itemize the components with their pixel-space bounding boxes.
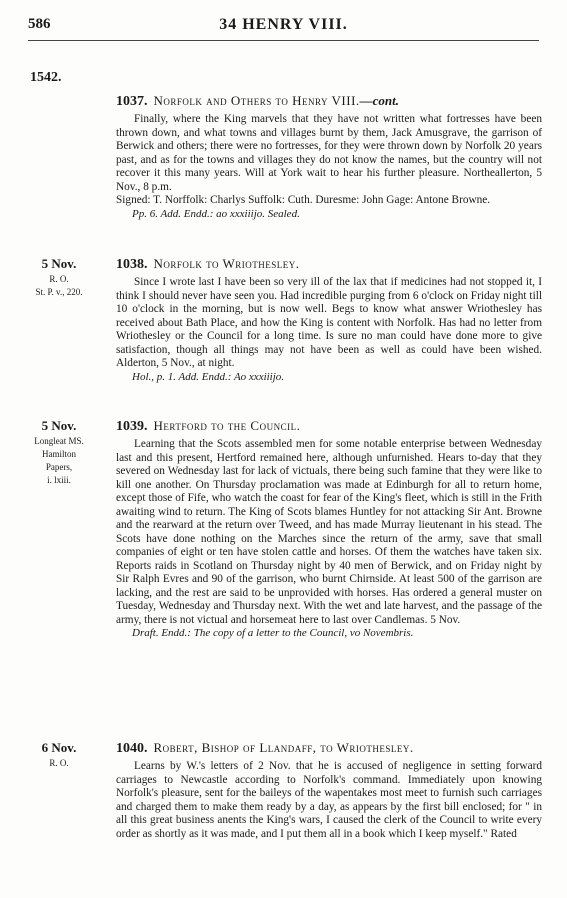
running-title: 34 HENRY VIII. [219, 16, 348, 33]
margin-1039 [14, 418, 104, 486]
entry-paragraph: Learning that the Scots assembled men for some notable enterprise between Wednesday last and this present, Hertford remained here, although unfurnished. Hears to-day that they severed on Wednesday last for lack of victuals, there being such famine that they were like to kill one another. On Thursday proclamation was made at Edinburgh for all to return home, except those of Fife, who watch the coast for fear of the King's fleet, which is still in the Frith awaiting wind to return. The King of Scots blames Huntley for not attacking Sir Ant. Browne and the rearward at the return over Tweed, and has made Murray lieutenant in his stead. The Scots have done nothing on the Marches since the return of the army, save that small companies of eight or ten have stolen cattle and horses. Of them the watches have taken six. Reports raids in Scotland on Thursday night by 40 men of Berwick, and on Friday night by Sir Ralph Evres and 90 of the garrison, who burnt Chirnside. At least 500 of the garrison are lacking, and the rest are said to be unprovided with horses. Has ordered a general muster on Tuesday, Wednesday and Thursday next. With the wet and late harvest, and the passage of the army, there is not victual and horsemeat here to last over Candlemas. 5 Nov. [116, 438, 542, 626]
entry-ref: Longleat MS. [34, 436, 84, 446]
entry-1039 [116, 418, 542, 641]
entry-heading [116, 740, 542, 757]
entry-date: 5 Nov. [41, 418, 77, 433]
entry-title: Robert, Bishop of Llandaff, to Wriothesley. [153, 740, 414, 755]
entry-ref: R. O. [49, 274, 69, 284]
entry-note: Pp. 6. Add. Endd.: ao xxxiiijo. Sealed. [132, 207, 300, 220]
entry-continued: —cont. [359, 93, 400, 108]
entry-ref: St. P. v., 220. [35, 287, 83, 297]
entry-number: 1038. [116, 257, 148, 272]
header-rule [28, 40, 539, 41]
entry-number: 1040. [116, 741, 148, 756]
entry-heading [116, 418, 542, 435]
entry-signatures: Signed: T. Norffolk: Charlys Suffolk: Cuth. Duresme: John Gage: Antone Browne. [116, 194, 491, 206]
margin-1038 [14, 256, 104, 298]
entry-title: Norfolk and Others to Henry VIII. [153, 93, 360, 108]
entry-number: 1039. [116, 419, 148, 434]
entry-heading [116, 93, 542, 110]
entry-1037 [116, 93, 542, 221]
entry-note: Hol., p. 1. Add. Endd.: Ao xxxiiijo. [132, 370, 285, 383]
entry-ref: Papers, [45, 462, 73, 472]
entry-number: 1037. [116, 94, 148, 109]
entry-note: Draft. Endd.: The copy of a letter to the Council, vo Novembris. [132, 627, 414, 639]
entry-heading [116, 256, 542, 273]
entry-paragraph: Finally, where the King marvels that they have not written what fortresses have been thrown down, and what towns and villages burnt by them, Jack Amusgrave, the garrison of Berwick and others; there were no fortresses, for they were thrown down by Norfolk 20 years past, and as for the towns and villages they do not know the names, but the country will not recover it this many years. Will at York wait to hear his further pleasure. Northeallerton, 5 Nov., 8 p.m. [116, 113, 542, 193]
page-number: 586 [28, 16, 51, 32]
entry-title: Hertford to the Council. [153, 418, 301, 433]
entry-1038 [116, 256, 542, 384]
year-label: 1542. [30, 70, 62, 85]
entry-date: 6 Nov. [41, 740, 77, 755]
entry-paragraph: Since I wrote last I have been so very ill of the lax that if medicines had not stopped it, I think I should never have seen you. Had incredible purging from 6 o'clock on Friday night till 10 o'clock in the morning, but is now well. Begs to know what answer Wriothesley has received about Bath Place, and how the King is content with Norfolk. Has had no letter from Wriothesley or the Council for a long time. Is sure no man could have done more to give satisfaction, though all things may not have been as well as could have been wished. Alderton, 5 Nov., at night. [116, 276, 542, 369]
entry-title: Norfolk to Wriothesley. [153, 256, 300, 271]
entry-ref: R. O. [49, 758, 69, 768]
entry-ref: i. lxiii. [47, 475, 71, 485]
entry-paragraph: Learns by W.'s letters of 2 Nov. that he is accused of negligence in setting forward carriages to Newcastle according to Norfolk's command. Immediately upon knowing Norfolk's pleasure, sent for the baileys of the wapentakes most meet to furnish such carriages and charged them to make them ready by a day, as appears by the first bill enclosed; for " in all this great business anents the King's wars, I caused the clerk of the Council to write every order as shortly as it was made, and I put them all in a book which I keep myself." Rated [116, 760, 542, 840]
margin-1040 [14, 740, 104, 769]
entry-ref: Hamilton [42, 449, 76, 459]
entry-date: 5 Nov. [41, 256, 77, 271]
entry-1040 [116, 740, 542, 841]
